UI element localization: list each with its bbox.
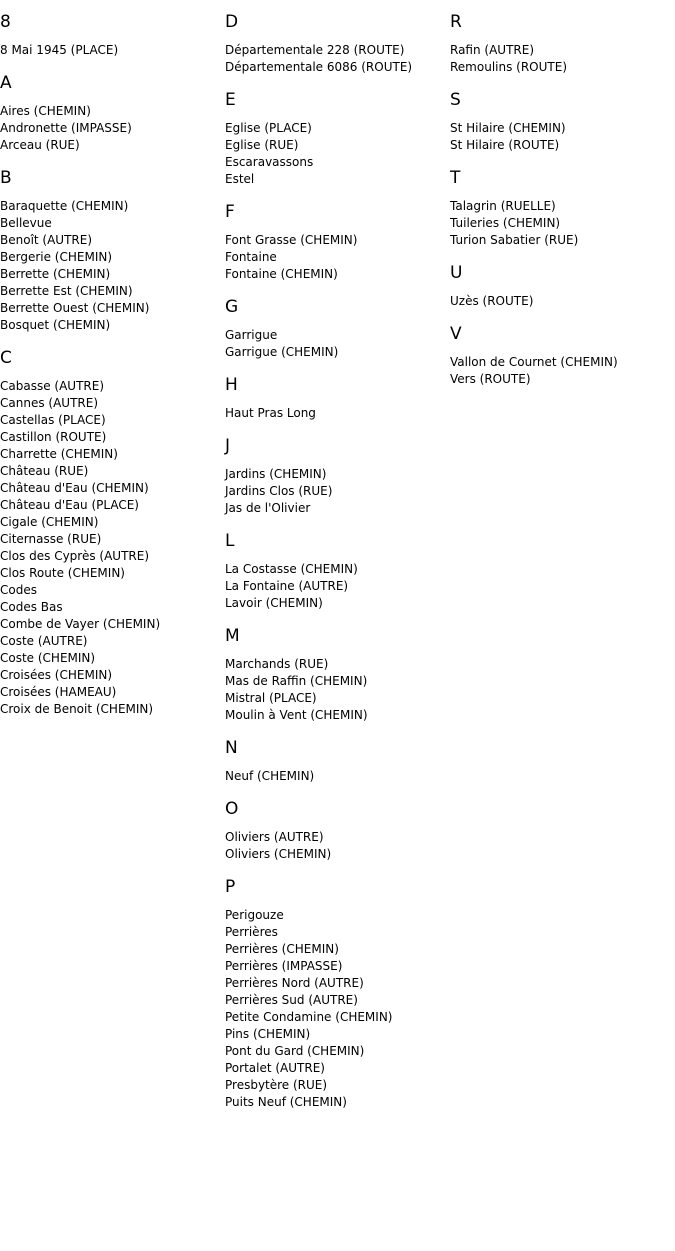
street-list xyxy=(0,103,225,154)
street-link[interactable]: Perrières Sud (AUTRE) xyxy=(225,993,358,1007)
letter-group xyxy=(225,738,450,785)
street-list xyxy=(225,768,450,785)
street-link[interactable]: Fontaine xyxy=(225,250,277,264)
letter-group xyxy=(225,436,450,517)
street-link[interactable]: Codes Bas xyxy=(0,600,63,614)
street-link[interactable]: Fontaine (CHEMIN) xyxy=(225,267,338,281)
letter-heading: B xyxy=(0,168,12,188)
street-list xyxy=(450,120,675,154)
letter-heading: C xyxy=(0,348,12,368)
street-link[interactable]: Cabasse (AUTRE) xyxy=(0,379,105,393)
street-link[interactable]: Berrette Ouest (CHEMIN) xyxy=(0,301,150,315)
street-link[interactable]: Château d'Eau (CHEMIN) xyxy=(0,481,149,495)
letter-heading: M xyxy=(225,626,240,646)
street-link[interactable]: Rafin (AUTRE) xyxy=(450,43,535,57)
letter-heading: U xyxy=(450,263,463,283)
street-link[interactable]: Jardins Clos (RUE) xyxy=(225,484,333,498)
street-link[interactable]: Turion Sabatier (RUE) xyxy=(450,233,579,247)
street-link[interactable]: Mas de Raffin (CHEMIN) xyxy=(225,674,368,688)
letter-group xyxy=(0,168,225,334)
street-list xyxy=(225,466,450,517)
letter-heading: S xyxy=(450,90,461,110)
street-link[interactable]: Vers (ROUTE) xyxy=(450,372,531,386)
street-list xyxy=(225,405,450,422)
street-link[interactable]: Neuf (CHEMIN) xyxy=(225,769,315,783)
letter-group xyxy=(225,297,450,361)
street-link[interactable]: Cannes (AUTRE) xyxy=(0,396,98,410)
street-list xyxy=(0,378,225,718)
street-list xyxy=(225,232,450,283)
street-link[interactable]: Cigale (CHEMIN) xyxy=(0,515,99,529)
street-link[interactable]: Charrette (CHEMIN) xyxy=(0,447,118,461)
street-link[interactable]: Perrières Nord (AUTRE) xyxy=(225,976,364,990)
street-link[interactable]: Oliviers (CHEMIN) xyxy=(225,847,332,861)
letter-group xyxy=(450,90,675,154)
street-link[interactable]: Jardins (CHEMIN) xyxy=(225,467,327,481)
street-link[interactable]: Vallon de Cournet (CHEMIN) xyxy=(450,355,618,369)
letter-group xyxy=(225,626,450,724)
index-column-2 xyxy=(225,0,450,1125)
letter-heading: R xyxy=(450,12,462,32)
street-list xyxy=(225,656,450,724)
letter-heading: A xyxy=(0,73,12,93)
street-list xyxy=(0,42,225,59)
letter-heading: P xyxy=(225,877,236,897)
street-list xyxy=(450,354,675,388)
letter-heading: H xyxy=(225,375,238,395)
letter-group xyxy=(0,12,225,59)
street-link[interactable]: Château (RUE) xyxy=(0,464,89,478)
street-link[interactable]: Talagrin (RUELLE) xyxy=(450,199,556,213)
letter-heading: O xyxy=(225,799,239,819)
letter-heading: J xyxy=(225,436,231,456)
street-link[interactable]: Garrigue xyxy=(225,328,278,342)
street-link[interactable]: Eglise (PLACE) xyxy=(225,121,312,135)
street-link[interactable]: Combe de Vayer (CHEMIN) xyxy=(0,617,161,631)
letter-group xyxy=(225,202,450,283)
street-link[interactable]: Clos des Cyprès (AUTRE) xyxy=(0,549,150,563)
street-link[interactable]: Estel xyxy=(225,172,255,186)
letter-group xyxy=(450,168,675,249)
letter-group xyxy=(0,348,225,718)
street-link[interactable]: Bosquet (CHEMIN) xyxy=(0,318,111,332)
street-link[interactable]: Bergerie (CHEMIN) xyxy=(0,250,113,264)
street-link[interactable]: Uzès (ROUTE) xyxy=(450,294,534,308)
letter-group xyxy=(225,12,450,76)
letter-group xyxy=(450,12,675,76)
street-link[interactable]: Remoulins (ROUTE) xyxy=(450,60,567,74)
street-link[interactable]: Clos Route (CHEMIN) xyxy=(0,566,125,580)
letter-group xyxy=(0,73,225,154)
street-link[interactable]: Arceau (RUE) xyxy=(0,138,80,152)
street-link[interactable]: Puits Neuf (CHEMIN) xyxy=(225,1095,347,1109)
index-column-3 xyxy=(450,0,675,402)
street-list xyxy=(0,198,225,334)
street-link[interactable]: Départementale 228 (ROUTE) xyxy=(225,43,405,57)
street-link[interactable]: Escaravassons xyxy=(225,155,314,169)
street-link[interactable]: Départementale 6086 (ROUTE) xyxy=(225,60,413,74)
street-link[interactable]: Aires (CHEMIN) xyxy=(0,104,91,118)
letter-heading: T xyxy=(450,168,461,188)
street-link[interactable]: Benoît (AUTRE) xyxy=(0,233,93,247)
letter-group xyxy=(450,324,675,388)
letter-group xyxy=(450,263,675,310)
letter-heading: F xyxy=(225,202,235,222)
letter-heading: D xyxy=(225,12,239,32)
street-link[interactable]: St Hilaire (ROUTE) xyxy=(450,138,560,152)
street-link[interactable]: Haut Pras Long xyxy=(225,406,316,420)
street-link[interactable]: Perrières xyxy=(225,925,278,939)
letter-group xyxy=(225,877,450,1111)
street-link[interactable]: Croix de Benoit (CHEMIN) xyxy=(0,702,154,716)
street-link[interactable]: Coste (AUTRE) xyxy=(0,634,88,648)
street-link[interactable]: Perrières (CHEMIN) xyxy=(225,942,339,956)
street-link[interactable]: Bellevue xyxy=(0,216,52,230)
street-link[interactable]: Citernasse (RUE) xyxy=(0,532,102,546)
letter-group xyxy=(225,531,450,612)
street-link[interactable]: Pont du Gard (CHEMIN) xyxy=(225,1044,365,1058)
letter-heading: E xyxy=(225,90,236,110)
street-link[interactable]: Castellas (PLACE) xyxy=(0,413,106,427)
street-link[interactable]: La Costasse (CHEMIN) xyxy=(225,562,358,576)
street-link[interactable]: Presbytère (RUE) xyxy=(225,1078,328,1092)
street-list xyxy=(225,327,450,361)
street-link[interactable]: Château d'Eau (PLACE) xyxy=(0,498,139,512)
street-link[interactable]: Pins (CHEMIN) xyxy=(225,1027,311,1041)
street-list xyxy=(225,907,450,1111)
letter-heading: V xyxy=(450,324,462,344)
street-link[interactable]: Eglise (RUE) xyxy=(225,138,299,152)
street-link[interactable]: Moulin à Vent (CHEMIN) xyxy=(225,708,368,722)
letter-group xyxy=(225,375,450,422)
street-list xyxy=(450,198,675,249)
street-link[interactable]: Portalet (AUTRE) xyxy=(225,1061,325,1075)
street-list xyxy=(225,120,450,188)
street-link[interactable]: Perigouze xyxy=(225,908,284,922)
street-link[interactable]: Codes xyxy=(0,583,37,597)
street-link[interactable]: Jas de l'Olivier xyxy=(225,501,311,515)
street-list xyxy=(450,42,675,76)
letter-heading: N xyxy=(225,738,238,758)
letter-group xyxy=(225,799,450,863)
street-list xyxy=(225,42,450,76)
street-list xyxy=(225,561,450,612)
letter-heading: L xyxy=(225,531,235,551)
street-link[interactable]: Marchands (RUE) xyxy=(225,657,329,671)
street-link[interactable]: Garrigue (CHEMIN) xyxy=(225,345,339,359)
street-link[interactable]: Lavoir (CHEMIN) xyxy=(225,596,323,610)
street-list xyxy=(225,829,450,863)
street-link[interactable]: Berrette (CHEMIN) xyxy=(0,267,111,281)
index-column-1 xyxy=(0,0,225,732)
street-link[interactable]: Baraquette (CHEMIN) xyxy=(0,199,129,213)
street-link[interactable]: Oliviers (AUTRE) xyxy=(225,830,324,844)
street-link[interactable]: Mistral (PLACE) xyxy=(225,691,317,705)
letter-heading: 8 xyxy=(0,12,11,32)
street-link[interactable]: Croisées (CHEMIN) xyxy=(0,668,113,682)
street-link[interactable]: Font Grasse (CHEMIN) xyxy=(225,233,358,247)
street-link[interactable]: Castillon (ROUTE) xyxy=(0,430,107,444)
letter-group xyxy=(225,90,450,188)
street-link[interactable]: St Hilaire (CHEMIN) xyxy=(450,121,566,135)
street-link[interactable]: Perrières (IMPASSE) xyxy=(225,959,343,973)
street-link[interactable]: Croisées (HAMEAU) xyxy=(0,685,117,699)
letter-heading: G xyxy=(225,297,239,317)
street-link[interactable]: Andronette (IMPASSE) xyxy=(0,121,132,135)
street-link[interactable]: Tuileries (CHEMIN) xyxy=(450,216,561,230)
street-link[interactable]: Coste (CHEMIN) xyxy=(0,651,96,665)
street-link[interactable]: 8 Mai 1945 (PLACE) xyxy=(0,43,119,57)
street-link[interactable]: La Fontaine (AUTRE) xyxy=(225,579,349,593)
street-link[interactable]: Berrette Est (CHEMIN) xyxy=(0,284,133,298)
street-link[interactable]: Petite Condamine (CHEMIN) xyxy=(225,1010,393,1024)
street-list xyxy=(450,293,675,310)
